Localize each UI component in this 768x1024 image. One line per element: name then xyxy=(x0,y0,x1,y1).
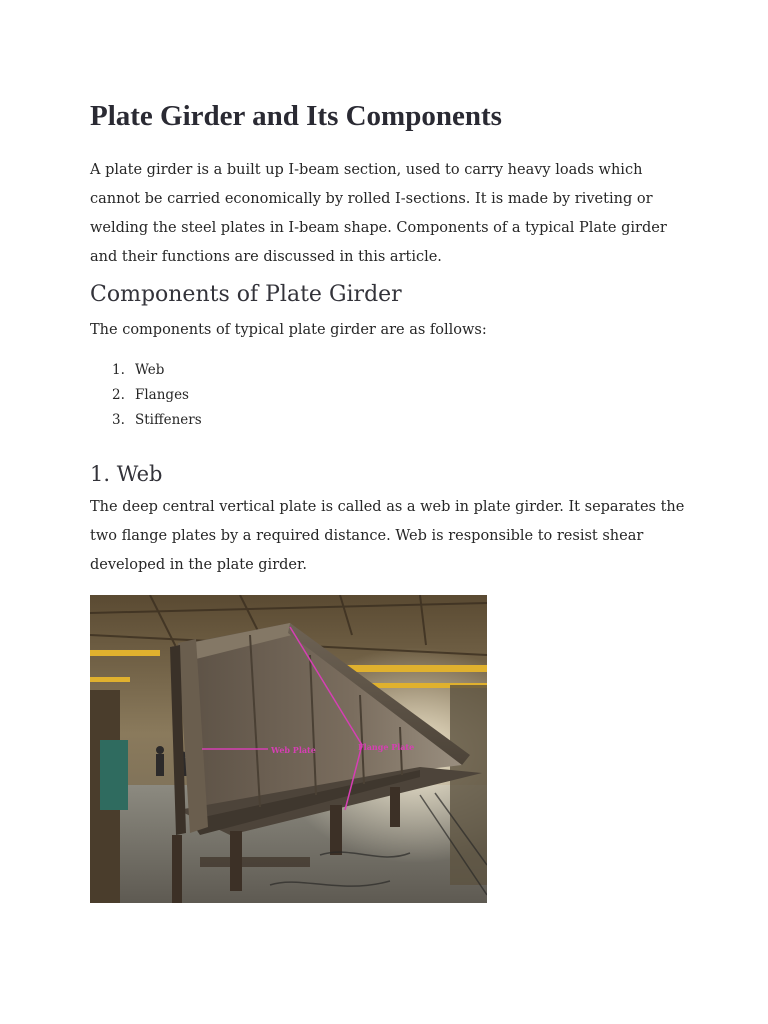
list-item-number: 1. xyxy=(112,362,125,378)
list-item-label: Web xyxy=(135,362,165,378)
list-item-label: Flanges xyxy=(135,387,189,403)
list-item-number: 2. xyxy=(112,387,125,403)
page-title: Plate Girder and Its Components xyxy=(90,100,502,132)
web-paragraph: The deep central vertical plate is called as a web in plate girder. It separates the two flange plates by a required distance. Web is responsible to resist shear developed in the plate girder. xyxy=(90,499,685,573)
components-heading: Components of Plate Girder xyxy=(90,282,402,307)
list-item-label: Stiffeners xyxy=(135,412,202,428)
flange-plate-label: Flange Plate xyxy=(358,742,415,752)
web-plate-label: Web Plate xyxy=(271,745,316,755)
web-heading: 1. Web xyxy=(90,462,163,486)
list-item-number: 3. xyxy=(112,412,125,428)
plate-girder-photo xyxy=(90,595,487,903)
intro-paragraph: A plate girder is a built up I-beam section, used to carry heavy loads which cannot be carried economically by rolled I-sections. It is made by riveting or welding the steel plates in I-beam shape. Components of a typical Plate girder and their functions are discussed in this article. xyxy=(90,162,667,265)
components-lead: The components of typical plate girder are as follows: xyxy=(90,322,487,338)
